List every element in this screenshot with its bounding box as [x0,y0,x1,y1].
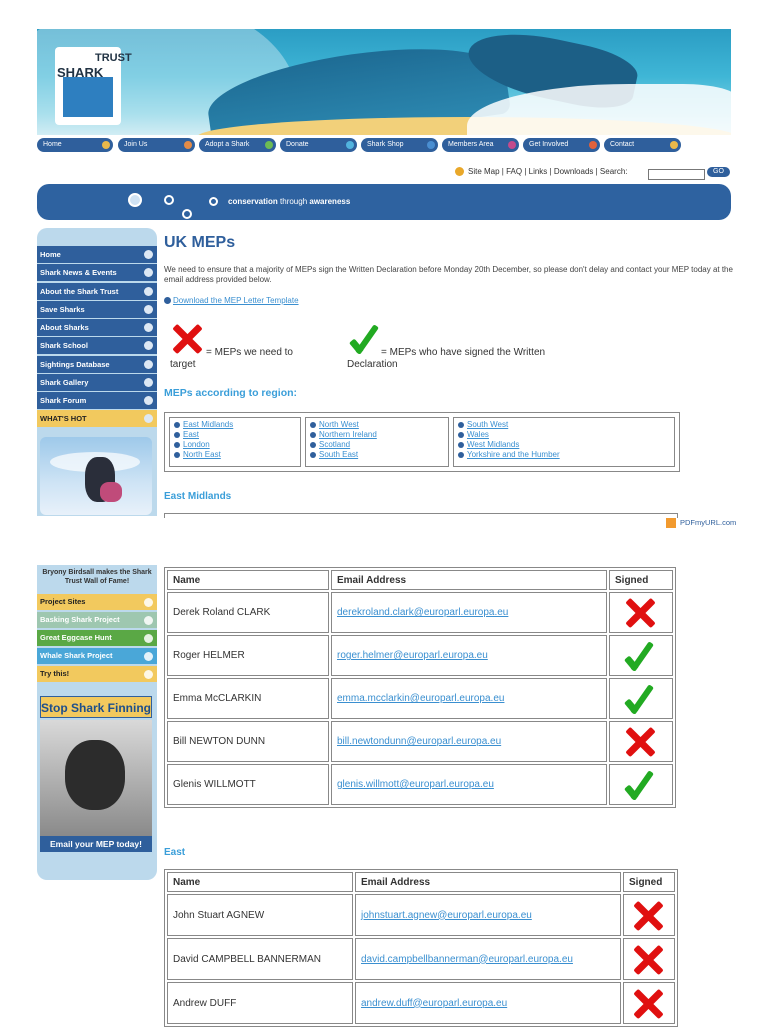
chevron-right-icon [144,323,153,332]
utility-links [455,166,730,180]
mep-email-link[interactable]: johnstuart.agnew@europarl.europa.eu [361,909,532,921]
signed-cell [609,764,673,805]
mep-name: Glenis WILLMOTT [167,764,329,805]
sidebar-item-try-this[interactable] [37,666,157,682]
nav-home-label: Home [43,141,62,148]
nav-dot-icon [670,141,678,149]
region-column [305,417,449,467]
mep-name: Derek Roland CLARK [167,592,329,633]
mep-name: Andrew DUFF [167,982,353,1024]
chevron-right-icon [144,378,153,387]
bubble-icon [164,195,174,205]
mep-email-cell [331,635,607,676]
check-icon [624,681,654,717]
email-mep-banner[interactable]: Email your MEP today! [40,836,152,852]
skydiving-photo[interactable] [40,437,152,515]
nav-dot-icon [427,141,435,149]
nav-contact-label: Contact [610,141,635,148]
bubble-icon [209,197,218,206]
logo-text-main: SHARK [57,65,104,80]
pdfmyurl-badge[interactable] [666,518,736,528]
bubble-icon [128,193,142,207]
sidebar-item-whale-shark[interactable] [37,648,157,664]
sidebar-item-label: Shark News & Events [40,268,117,278]
nav-shark-shop[interactable] [361,138,438,152]
mep-name: David CAMPBELL BANNERMAN [167,938,353,980]
table-header-row [167,570,673,590]
tagline-text [228,197,350,206]
intro-text: We need to ensure that a majority of MEPs sign the Written Declaration before Monday 20th December, so please don't delay and contact your MEP today at the email address provided below. [164,265,733,284]
chevron-right-icon [144,616,153,625]
cross-icon [630,986,666,1022]
sidebar-item-about-sharks[interactable] [37,319,157,336]
sidebar-item-label: Basking Shark Project [40,615,120,624]
tagline-bold: conservation [228,197,278,206]
mep-email-link[interactable]: bill.newtondunn@europarl.europa.eu [337,736,502,747]
nav-dot-icon [102,141,110,149]
nav-dot-icon [508,141,516,149]
chevron-right-icon [144,250,153,259]
nav-adopt-shark[interactable] [199,138,276,152]
mep-email-link[interactable]: david.campbellbannerman@europarl.europa.eu [361,953,573,965]
mep-email-cell [331,678,607,719]
sidebar-item-label: Save Sharks [40,304,85,314]
legend-target-text: = MEPs we need to [206,347,293,358]
sidebar-item-label: Great Eggcase Hunt [40,633,112,642]
signed-cell [609,635,673,676]
table-row [167,894,675,936]
page-title: UK MEPs [164,234,236,251]
table-row [167,982,675,1024]
chevron-right-icon [144,268,153,277]
region-link-east-midlands[interactable]: East Midlands [174,420,296,430]
signed-cell [609,678,673,719]
cross-icon [622,595,658,631]
col-signed: Signed [623,872,675,892]
sidebar-item-label: Home [40,250,61,259]
bubble-icon [182,209,192,219]
signed-cell [609,721,673,762]
regions-heading: MEPs according to region: [164,387,298,399]
chevron-right-icon [144,341,153,350]
search-input[interactable] [648,169,705,180]
mep-email-cell [331,592,607,633]
signed-cell [609,592,673,633]
chevron-right-icon [144,360,153,369]
region-column [169,417,301,467]
nav-donate-label: Donate [286,141,309,148]
nav-involved-label: Get Involved [529,141,569,148]
region-link-wales[interactable]: Wales [458,430,670,440]
sidebar-item-label: Whale Shark Project [40,651,113,660]
sidebar-item-eggcase[interactable] [37,630,157,646]
region-link-north-west[interactable]: North West [310,420,444,430]
chevron-right-icon [144,634,153,643]
tagline-normal: through [277,197,310,206]
mep-email-link[interactable]: emma.mcclarkin@europarl.europa.eu [337,693,505,704]
region-link-south-west[interactable]: South West [458,420,670,430]
sidebar-menu [37,246,157,429]
nav-get-involved[interactable] [523,138,600,152]
check-icon [624,767,654,803]
table-row [167,938,675,980]
table-row [167,678,673,719]
logo-text-sub: TRUST [95,52,132,64]
sidebar-item-label: Shark School [40,341,88,351]
signed-cell [623,982,675,1024]
legend-signed-text-2: Declaration [347,359,398,370]
stop-finning-banner[interactable]: Stop Shark Finning [40,696,152,718]
chevron-right-icon [144,652,153,661]
chevron-right-icon [144,598,153,607]
sidebar-item-label: Try this! [40,669,70,678]
cross-icon [630,942,666,978]
sidebar-item-label: Shark Gallery [40,377,89,387]
mep-email-cell [331,764,607,805]
table-row [167,764,673,805]
nav-shop-label: Shark Shop [367,141,404,148]
sidebar-item-label: WHAT'S HOT [40,414,87,424]
sidebar-item-label: About Sharks [40,323,89,332]
download-template-link[interactable] [164,296,299,305]
sidebar-item-label: Project Sites [40,597,86,606]
pdf-label: PDFmyURL.com [680,518,737,527]
region-link-north-east[interactable]: North East [174,450,296,460]
nav-join-us-label: Join Us [124,141,148,148]
shark-trust-logo[interactable] [55,47,132,125]
mep-name: John Stuart AGNEW [167,894,353,936]
mep-email-cell [355,982,621,1024]
table-fragment [164,513,678,518]
signed-cell [623,938,675,980]
nav-home[interactable] [37,138,113,152]
mep-email-link[interactable]: glenis.willmott@europarl.europa.eu [337,779,494,790]
sidebar-item-school[interactable] [37,337,157,354]
col-name: Name [167,872,353,892]
tagline-bar [37,184,731,220]
sidebar-item-sightings[interactable] [37,356,157,373]
logo-shark-icon [63,77,113,117]
regions-table [164,412,680,472]
region-link-east[interactable]: East [174,430,296,440]
sidebar-item-home[interactable] [37,246,157,263]
sidebar-item-label: Sightings Database [40,359,110,369]
region-column [453,417,675,467]
nav-contact[interactable] [604,138,681,152]
wall-of-fame-caption[interactable]: Bryony Birdsall makes the Shark Trust Wall of Fame! [42,569,152,585]
table-row [167,592,673,633]
sidebar-item-label: Shark Forum [40,396,87,405]
table-header-row [167,872,675,892]
search-go-button[interactable]: GO [707,167,730,177]
mep-email-cell [355,938,621,980]
tagline-bold2: awareness [309,197,351,206]
stop-finning-photo[interactable] [40,720,152,836]
mep-table-east-midlands [164,567,676,808]
mep-email-link[interactable]: derekroland.clark@europarl.europa.eu [337,607,509,618]
sidebar-item-news[interactable] [37,264,157,281]
sidebar-item-whats-hot[interactable] [37,410,157,427]
mep-name: Emma McCLARKIN [167,678,329,719]
region-link-south-east[interactable]: South East [310,450,444,460]
chevron-right-icon [144,414,153,423]
signed-cell [623,894,675,936]
pdf-icon [666,518,676,528]
nav-donate[interactable] [280,138,357,152]
cross-icon [630,898,666,934]
chevron-right-icon [144,396,153,405]
col-email: Email Address [331,570,607,590]
nav-dot-icon [265,141,273,149]
legend-target-text-2: target [170,359,196,370]
bullet-icon [164,297,171,304]
mep-table-east [164,869,678,1027]
sitemap-icon [455,167,464,176]
chevron-right-icon [144,287,153,296]
section-heading-east: East [164,847,186,858]
region-link-west-midlands[interactable]: West Midlands [458,440,670,450]
skydiver-figure [100,482,122,502]
sidebar-item-forum[interactable] [37,392,157,409]
table-row [167,635,673,676]
utility-links-text[interactable]: Site Map | FAQ | Links | Downloads | Search: [468,167,628,176]
check-icon [349,321,379,357]
nav-adopt-label: Adopt a Shark [205,141,250,148]
top-navigation [37,138,731,152]
legend-signed-text: = MEPs who have signed the Written [381,347,546,358]
region-link-northern-ireland[interactable]: Northern Ireland [310,430,444,440]
cross-icon [169,321,205,357]
col-name: Name [167,570,329,590]
download-link-text[interactable]: Download the MEP Letter Template [173,296,299,305]
header-banner [37,29,731,135]
nav-members-area[interactable] [442,138,519,152]
region-link-yorkshire[interactable]: Yorkshire and the Humber [458,450,670,460]
sidebar-item-project-sites[interactable] [37,594,157,610]
nav-dot-icon [589,141,597,149]
nav-dot-icon [346,141,354,149]
chevron-right-icon [144,305,153,314]
cross-icon [622,724,658,760]
sidebar-item-basking[interactable] [37,612,157,628]
mep-email-cell [355,894,621,936]
nav-join-us[interactable] [118,138,195,152]
section-heading-east-midlands: East Midlands [164,491,232,502]
mep-name: Roger HELMER [167,635,329,676]
col-signed: Signed [609,570,673,590]
region-link-london[interactable]: London [174,440,296,450]
sidebar-item-save-sharks[interactable] [37,301,157,318]
table-row [167,721,673,762]
mep-email-link[interactable]: roger.helmer@europarl.europa.eu [337,650,488,661]
chevron-right-icon [144,670,153,679]
col-email: Email Address [355,872,621,892]
nav-dot-icon [184,141,192,149]
sidebar-item-label: About the Shark Trust [40,286,119,296]
sidebar-item-gallery[interactable] [37,374,157,391]
mep-email-link[interactable]: andrew.duff@europarl.europa.eu [361,997,508,1009]
mep-name: Bill NEWTON DUNN [167,721,329,762]
check-icon [624,638,654,674]
sidebar-item-about-trust[interactable] [37,283,157,300]
diver-figure [65,740,125,810]
nav-members-label: Members Area [448,141,494,148]
mep-email-cell [331,721,607,762]
region-link-scotland[interactable]: Scotland [310,440,444,450]
